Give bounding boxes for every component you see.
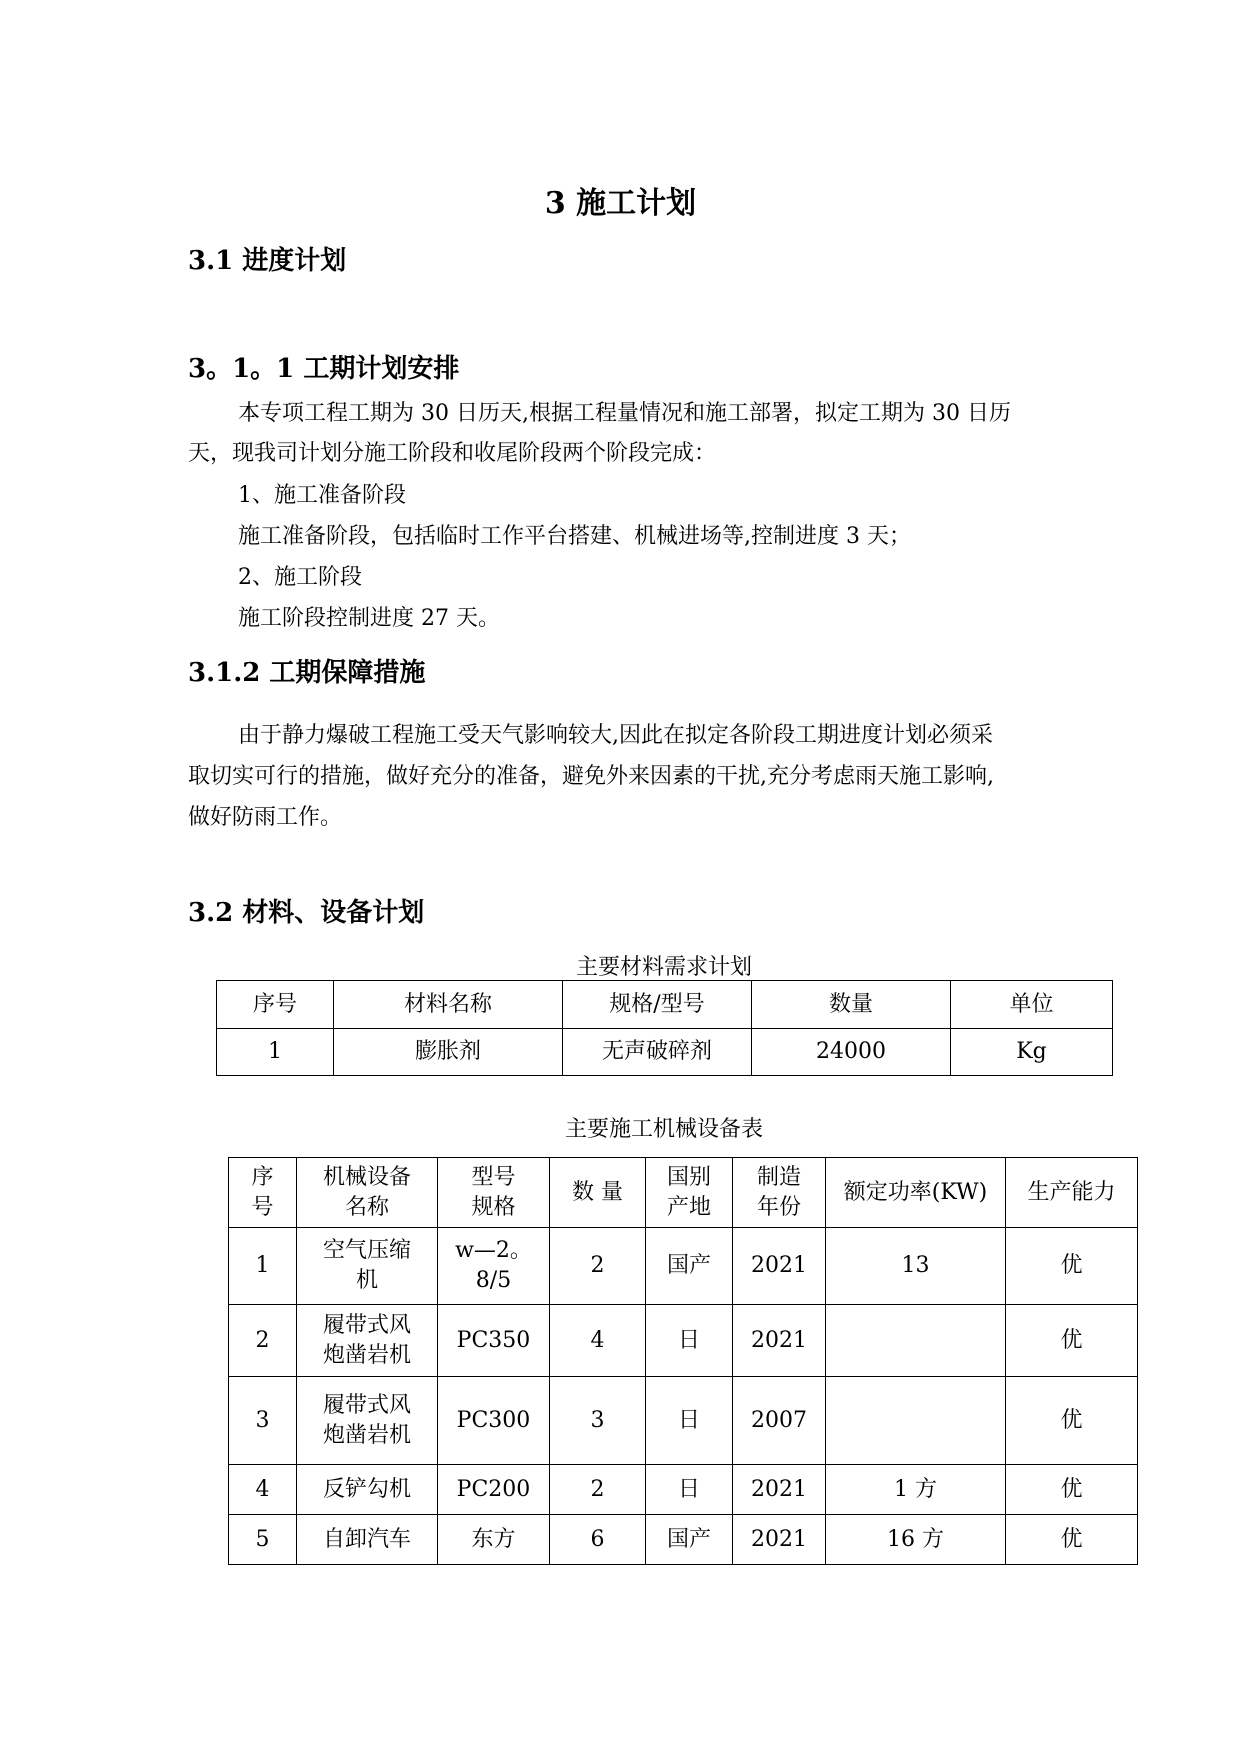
- materials-header-cell: 单位: [951, 981, 1113, 1029]
- equipment-cell: 自卸汽车: [297, 1515, 438, 1565]
- equipment-cell: 反铲勾机: [297, 1465, 438, 1515]
- equipment-cell: 履带式风 炮凿岩机: [297, 1377, 438, 1465]
- materials-header-cell: 序号: [217, 981, 334, 1029]
- equipment-cell: 4: [550, 1305, 646, 1377]
- equipment-cell: 2021: [733, 1228, 826, 1305]
- table-row: [229, 1515, 1138, 1565]
- equipment-cell: 2: [550, 1228, 646, 1305]
- equipment-cell: 优: [1006, 1228, 1138, 1305]
- equipment-cell: 2021: [733, 1465, 826, 1515]
- table-row: [229, 1465, 1138, 1515]
- equipment-cell: 16 方: [826, 1515, 1006, 1565]
- phase-1-title: 1、施工准备阶段: [238, 483, 406, 508]
- equipment-cell: 日: [646, 1305, 733, 1377]
- equipment-cell: 1 方: [826, 1465, 1006, 1515]
- equipment-header-cell: 序 号: [229, 1158, 297, 1228]
- materials-cell: Kg: [951, 1029, 1113, 1076]
- equipment-cell: w—2。 8/5: [438, 1228, 550, 1305]
- equipment-cell: 2: [229, 1305, 297, 1377]
- measures-line2: 取切实可行的措施，做好充分的准备，避免外来因素的干扰,充分考虑雨天施工影响,: [188, 764, 994, 789]
- equipment-cell: 13: [826, 1228, 1006, 1305]
- materials-cell: 无声破碎剂: [563, 1029, 752, 1076]
- equipment-cell: 优: [1006, 1377, 1138, 1465]
- measures-line3: 做好防雨工作。: [188, 805, 343, 830]
- equipment-cell: PC300: [438, 1377, 550, 1465]
- equipment-cell: 国产: [646, 1228, 733, 1305]
- materials-header-row: [217, 981, 1113, 1029]
- equipment-cell: PC200: [438, 1465, 550, 1515]
- materials-cell: 24000: [752, 1029, 951, 1076]
- table-row: [217, 1029, 1113, 1076]
- table-row: [229, 1305, 1138, 1377]
- phase-2-title: 2、施工阶段: [238, 565, 362, 590]
- equipment-header-cell: 国别 产地: [646, 1158, 733, 1228]
- equipment-cell: 优: [1006, 1515, 1138, 1565]
- phase-1-text: 施工准备阶段，包括临时工作平台搭建、机械进场等,控制进度 3 天；: [238, 524, 911, 549]
- equipment-table: [228, 1157, 1138, 1565]
- materials-cell: 膨胀剂: [334, 1029, 563, 1076]
- section-3-1-1-heading: 3。1。1 工期计划安排: [188, 354, 460, 384]
- materials-header-cell: 数量: [752, 981, 951, 1029]
- materials-table-caption: 主要材料需求计划: [575, 955, 752, 980]
- equipment-cell: 日: [646, 1377, 733, 1465]
- section-3-1-2-heading: 3.1.2 工期保障措施: [188, 658, 426, 688]
- equipment-cell: 6: [550, 1515, 646, 1565]
- equipment-cell: 2: [550, 1465, 646, 1515]
- equipment-header-cell: 制造 年份: [733, 1158, 826, 1228]
- equipment-header-cell: 型号 规格: [438, 1158, 550, 1228]
- equipment-cell: 3: [229, 1377, 297, 1465]
- materials-table: [216, 980, 1113, 1076]
- equipment-cell: 优: [1006, 1465, 1138, 1515]
- table-row: [229, 1228, 1138, 1305]
- table-row: [229, 1377, 1138, 1465]
- measures-line1: 由于静力爆破工程施工受天气影响较大,因此在拟定各阶段工期进度计划必须采: [238, 723, 993, 748]
- section-3-1-heading: 3.1 进度计划: [188, 246, 347, 276]
- equipment-cell: 履带式风 炮凿岩机: [297, 1305, 438, 1377]
- equipment-cell: 3: [550, 1377, 646, 1465]
- materials-header-cell: 材料名称: [334, 981, 563, 1029]
- equipment-cell: 优: [1006, 1305, 1138, 1377]
- materials-header-cell: 规格/型号: [563, 981, 752, 1029]
- equipment-cell: 东方: [438, 1515, 550, 1565]
- equipment-cell: 国产: [646, 1515, 733, 1565]
- equipment-cell: 4: [229, 1465, 297, 1515]
- equipment-cell: 5: [229, 1515, 297, 1565]
- equipment-header-cell: 额定功率(KW): [826, 1158, 1006, 1228]
- equipment-cell: PC350: [438, 1305, 550, 1377]
- chapter-title: 3 施工计划: [544, 186, 697, 221]
- section-3-2-heading: 3.2 材料、设备计划: [188, 898, 425, 928]
- schedule-paragraph-line2: 天，现我司计划分施工阶段和收尾阶段两个阶段完成：: [188, 441, 717, 466]
- equipment-cell: 1: [229, 1228, 297, 1305]
- equipment-cell: 2021: [733, 1305, 826, 1377]
- equipment-cell: [826, 1377, 1006, 1465]
- phase-2-text: 施工阶段控制进度 27 天。: [238, 606, 500, 631]
- equipment-header-row: [229, 1158, 1138, 1228]
- equipment-cell: 空气压缩 机: [297, 1228, 438, 1305]
- equipment-cell: 日: [646, 1465, 733, 1515]
- materials-cell: 1: [217, 1029, 334, 1076]
- equipment-header-cell: 机械设备 名称: [297, 1158, 438, 1228]
- equipment-cell: 2021: [733, 1515, 826, 1565]
- equipment-cell: 2007: [733, 1377, 826, 1465]
- equipment-cell: [826, 1305, 1006, 1377]
- equipment-header-cell: 生产能力: [1006, 1158, 1138, 1228]
- equipment-table-caption: 主要施工机械设备表: [564, 1117, 763, 1142]
- schedule-paragraph-line1: 本专项工程工期为 30 日历天,根据工程量情况和施工部署，拟定工期为 30 日历: [238, 401, 1011, 426]
- equipment-header-cell: 数 量: [550, 1158, 646, 1228]
